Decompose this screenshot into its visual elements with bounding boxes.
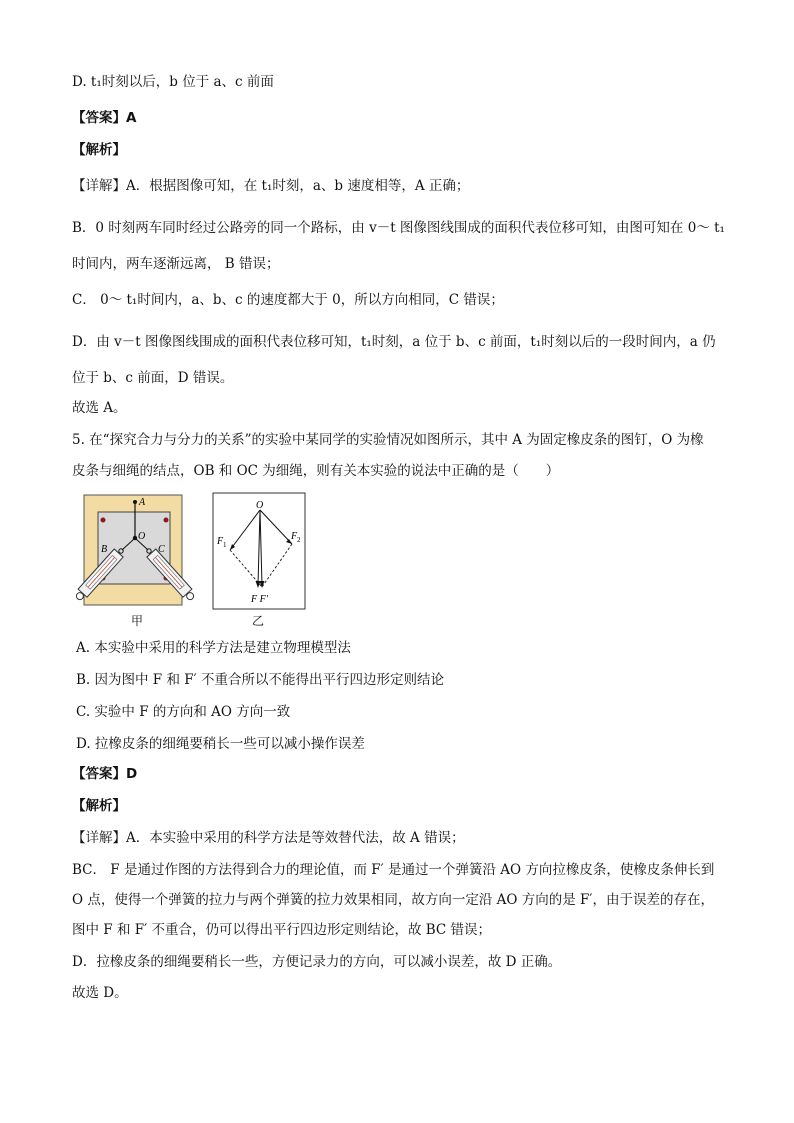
q4-detail-c: C． 0～ t₁时间内，a、b、c 的速度都大于 0，所以方向相同，C 错误； (72, 292, 504, 308)
q5-option-d: D. 拉橡皮条的细绳要稍长一些可以减小操作误差 (76, 736, 365, 752)
q4-option-d: D. t₁时刻以后，b 位于 a、c 前面 (72, 74, 274, 90)
q5-option-b: B. 因为图中 F 和 F′ 不重合所以不能得出平行四边形定则结论 (76, 672, 444, 688)
figure-left-caption: 甲 (131, 614, 144, 628)
figure-force-diagram (212, 492, 306, 612)
q4-analysis-label: 【解析】 (72, 142, 126, 158)
q4-detail-d-line2: 位于 b、c 前面，D 错误。 (72, 370, 234, 386)
q4-detail-d-line1: D．由 v－t 图像图线围成的面积代表位移可知，t₁时刻，a 位于 b、c 前面，t₁时刻以后的一段时间内，a 仍 (72, 334, 716, 350)
q5-detail-bc-line1: BC． F 是通过作图的方法得到合力的理论值，而 F′ 是通过一个弹簧沿 AO 方向拉橡皮条，使橡皮条伸长到 (72, 862, 715, 878)
q5-stem-line2: 皮条与细绳的结点，OB 和 OC 为细绳，则有关本实验的说法中正确的是（ ） (72, 463, 560, 479)
q5-detail-bc-line2: O 点，使得一个弹簧的拉力与两个弹簧的拉力效果相同，故方向一定沿 AO 方向的是 F′，由于误差的存在， (72, 892, 714, 908)
fig-label-b: B (101, 544, 108, 555)
fig-label-f1: F (217, 536, 224, 547)
q5-conclusion: 故选 D。 (72, 985, 128, 1001)
fig-label-c: C (158, 544, 165, 555)
fig-label-f-fprime: F F′ (251, 594, 268, 605)
q5-detail-bc-line3: 图中 F 和 F′ 不重合，仍可以得出平行四边形定则结论，故 BC 错误； (72, 922, 492, 938)
q4-answer-label: 【答案】A (72, 110, 137, 126)
q5-option-c: C. 实验中 F 的方向和 AO 方向一致 (76, 704, 291, 720)
q5-analysis-label: 【解析】 (72, 798, 126, 814)
figure-right-caption: 乙 (252, 614, 265, 628)
fig-label-a: A (139, 497, 146, 508)
q4-detail-b-line1: B．0 时刻两车同时经过公路旁的同一个路标，由 v－t 图像图线围成的面积代表位移可知，由图可知在 0～ t₁ (72, 220, 725, 236)
fig-label-o2: O (256, 500, 264, 511)
figure-experiment-setup (76, 492, 196, 616)
q4-detail-a: 【详解】A．根据图像可知，在 t₁时刻，a、b 速度相等，A 正确； (72, 178, 470, 194)
fig-label-f1-sub: 1 (223, 541, 227, 549)
q4-conclusion: 故选 A。 (72, 400, 127, 416)
fig-label-o: O (138, 531, 146, 542)
q5-detail-d: D．拉橡皮条的细绳要稍长一些，方便记录力的方向，可以减小误差，故 D 正确。 (72, 954, 562, 970)
fig-label-f2-sub: 2 (297, 536, 301, 544)
q5-answer-label: 【答案】D (72, 766, 138, 782)
q5-stem-line1: 5. 在“探究合力与分力的关系”的实验中某同学的实验情况如图所示，其中 A 为固定橡皮条的图钉，O 为橡 (72, 432, 704, 448)
q4-detail-b-line2: 时间内，两车逐渐远离， B 错误； (72, 256, 280, 272)
q5-detail-a: 【详解】A．本实验中采用的科学方法是等效替代法，故 A 错误； (72, 830, 465, 846)
q5-option-a: A. 本实验中采用的科学方法是建立物理模型法 (76, 640, 351, 656)
fig-label-f2: F (291, 531, 298, 542)
